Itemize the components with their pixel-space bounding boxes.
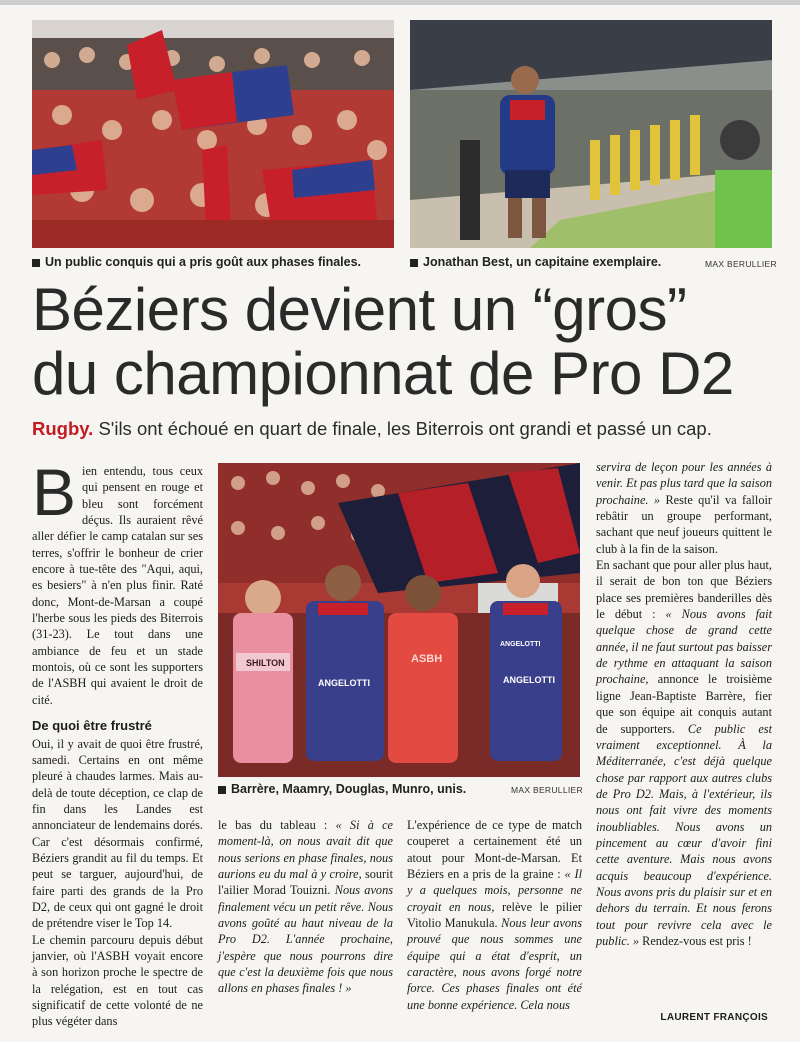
crowd-photo: [32, 20, 394, 248]
players-photo-caption: [218, 782, 466, 796]
captain-photo-caption: [410, 255, 661, 269]
top-photo-credit: MAX BERULLIER: [705, 259, 777, 269]
caption-bullet-icon: [218, 786, 226, 794]
captain-photo: [410, 20, 772, 248]
quote-run: « Nous avons fait quelque chose de grand cette année, il ne faut surtout pas baisser de rythme en attaquant la saison prochaine,: [596, 607, 772, 687]
article-subhead: De quoi être frustré: [32, 718, 152, 734]
page-top-rule: [0, 0, 800, 5]
captain-caption-text: Jonathan Best, un capitaine exemplaire.: [423, 255, 662, 269]
center-photo-credit: MAX BERULLIER: [511, 785, 583, 795]
paragraph: Le chemin parcouru depuis début janvier, où l'ASBH voyait encore à son horizon proche le spectre de la relégation, est en tout cas significatif de cette volonté de ne plus végéter dans: [32, 932, 203, 1029]
text-run: L'expérience de ce type de match couperet a certainement été un atout pour Mont-de-Marsan. Et Béziers en a pris de la graine :: [407, 818, 582, 882]
quote-run: Ce public est vraiment exceptionnel. À la Méditerranée, c'est déjà quelque chose par rapport aux autres clubs de Pro D2. Mais, à l'extérieur, ils nous ont fait vivre des moments inoubliables. Nous avons un pincement au cœur d'avoir fini cette aventure. Mais nous avons acquis beaucoup d'expérience. Nous avons pris du plaisir sur et en dehors du terrain. Et nous ferons tout pour revivre cela avec le public. »: [596, 721, 772, 948]
paragraph: [596, 459, 772, 557]
text-run: relève le pilier Vitolio Manukula.: [407, 899, 583, 931]
jersey-text-angelotti-2: ANGELOTTI: [503, 675, 555, 685]
jersey-text-asbh: ASBH: [411, 653, 443, 665]
caption-bullet-icon: [410, 259, 418, 267]
quote-run: « Il y a quelques mois, personne ne croyait en nous,: [407, 867, 582, 914]
quote-run: servira de leçon pour les années à venir. Et pas plus tard que la saison prochaine. »: [596, 460, 772, 507]
players-photo: [218, 463, 580, 777]
paragraph: Oui, il y avait de quoi être frustré, samedi. Certains en ont même pleuré à chaudes larmes. Mais au-delà de toute déception, ce clap de fin dans les Landes est annonciateur de lendemains dorés. Car c'est désormais confirmé, Béziers grandit au fil du temps. Et peut se targuer, aujourd'hui, de faire parti des grands de la Pro D2, de ceux qui ont gagné le droit de prétendre viser le Top 14.: [32, 736, 203, 931]
headline-line-1: Béziers devient un “gros”: [32, 276, 687, 343]
deck-text: S'ils ont échoué en quart de finale, les Biterrois ont grandi et passé un cap.: [93, 418, 712, 439]
lead-paragraph-text: ien entendu, tous ceux qui pensent en rouge et bleu sont forcément déçus. Ils auraient rêvé aller défier le camp catalan sur ses terres, s'offrir le bonheur de crier encore à tue-tête des "Aqui, aqui, es besiers" à n'en plus finir. Raté donc, Mont-de-Marsan a coupé l'herbe sous les pieds des Biterrois (31-23). Le tout dans une ambiance de feu et un stade montois, où ce sont les supporters de l'ASBH qui avaient le droit de cité.: [32, 464, 203, 707]
article-column-3: [407, 817, 582, 1013]
text-run: En sachant que pour aller plus haut, il serait de bon ton que Béziers place ses premières banderilles dès le début :: [596, 558, 772, 622]
paragraph: [407, 817, 582, 1013]
lead-paragraph: [32, 455, 203, 708]
quote-run: Nous leur avons prouvé que nous sommes une équipe qui a état d'esprit, un caractère, nous avons forgé notre force. Ces phases finales ont été une bonne expérience. Cela nous: [407, 916, 582, 1012]
text-run: sourit l'ailier Morad Touizni.: [218, 867, 393, 898]
headline-line-2: du championnat de Pro D2: [32, 340, 734, 407]
crowd-caption-text: Un public conquis qui a pris goût aux phases finales.: [45, 255, 362, 269]
quote-run: Nous avons finalement vécu un petit rêve. Nous avons goûté au haut niveau de la Pro D2. L'année prochaine, j'espère que nous pourrons dire que c'est la deuxième fois que nous allons en phases finales ! »: [218, 883, 393, 996]
article-column-2: [218, 817, 393, 997]
jersey-text-angelotti: ANGELOTTI: [318, 678, 370, 688]
byline: LAURENT FRANÇOIS: [660, 1012, 768, 1023]
article-column-4: [596, 459, 772, 949]
jersey-text-angelotti-3: ANGELOTTI: [500, 641, 541, 648]
jersey-text-shilton: SHILTON: [246, 658, 285, 668]
drop-cap: B: [32, 455, 77, 529]
deck: [32, 418, 782, 440]
text-run: Rendez-vous est pris !: [639, 933, 752, 948]
crowd-photo-caption: [32, 255, 361, 269]
text-run: Reste qu'il va falloir rebâtir un groupe performant, sachant que neuf joueurs quittent le club à la fin de la saison.: [596, 492, 772, 556]
text-run: le bas du tableau :: [218, 818, 336, 832]
paragraph: [596, 557, 772, 949]
quote-run: « Si à ce moment-là, on nous avait dit que nous serions en phase finales, nous aurions eu du mal à y croire,: [218, 818, 393, 882]
caption-bullet-icon: [32, 259, 40, 267]
paragraph: [218, 817, 393, 997]
players-caption-text: Barrère, Maamry, Douglas, Munro, unis.: [231, 782, 467, 796]
text-run: annonce le troisième ligne Jean-Baptiste Barrère, fier que son équipe ait conquis autant de supporters.: [596, 672, 772, 736]
deck-kicker: Rugby.: [32, 418, 94, 439]
headline: [32, 278, 782, 406]
article-column-1: [32, 455, 203, 1030]
